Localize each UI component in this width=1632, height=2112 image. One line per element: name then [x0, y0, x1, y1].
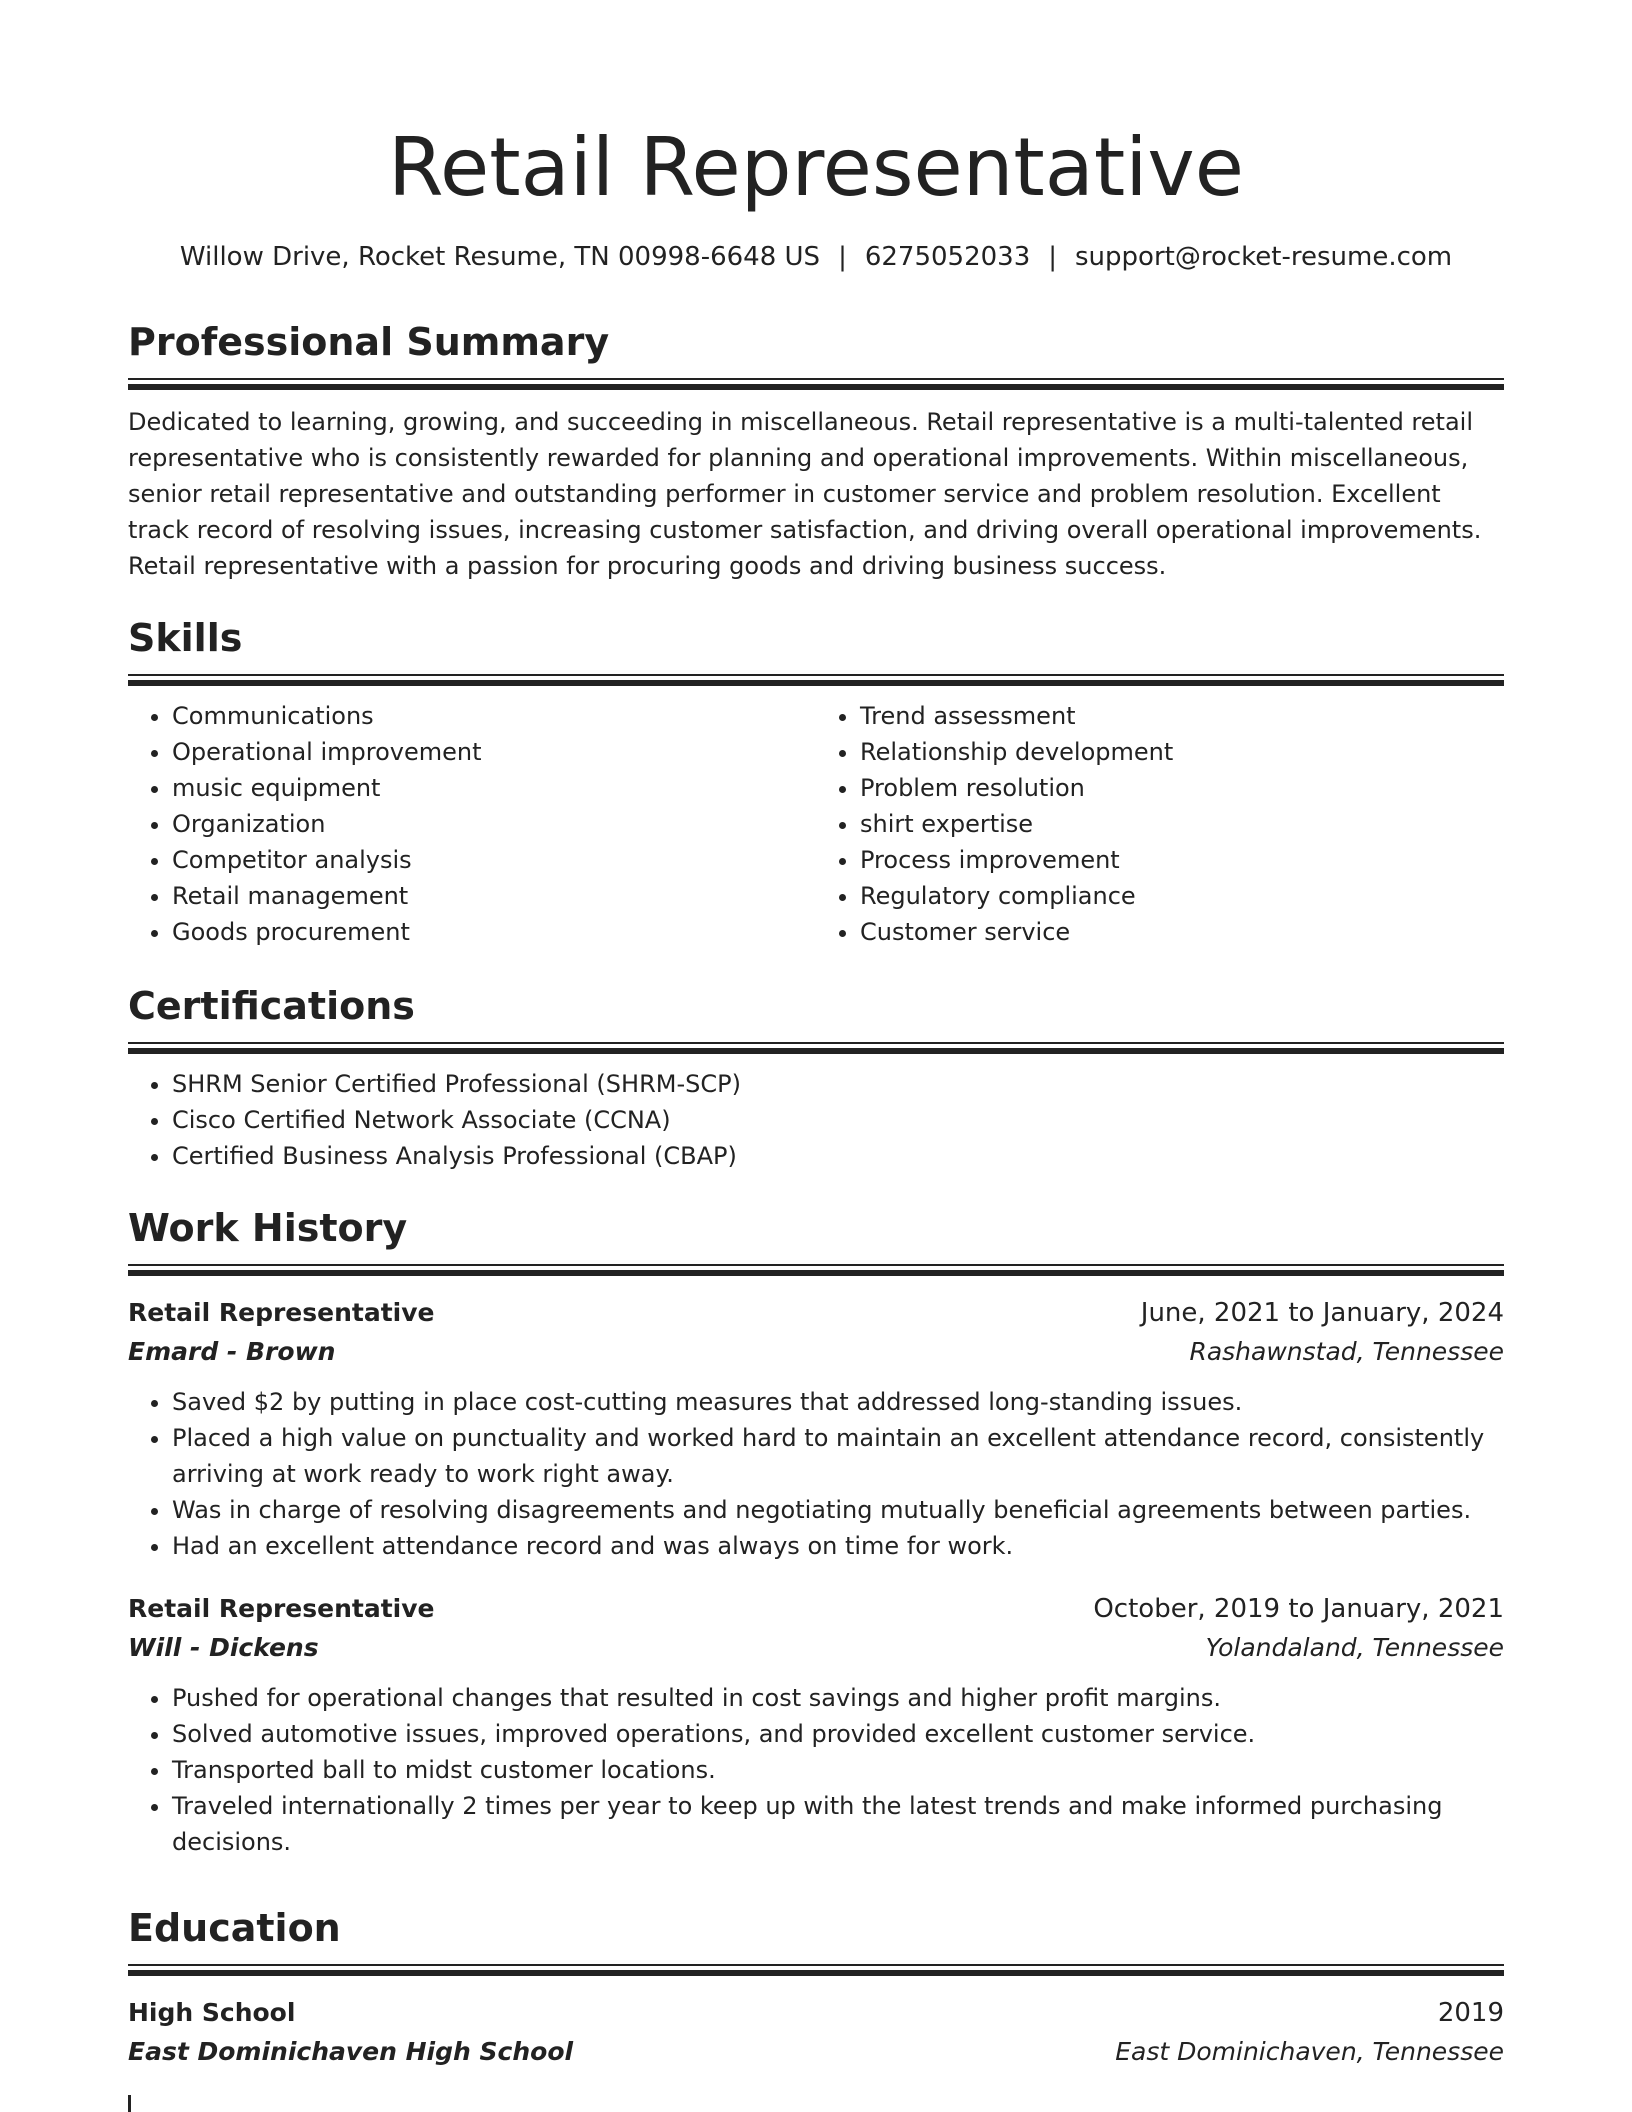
- job-header: [128, 1590, 1504, 1628]
- skill-item: • Process improvement: [860, 842, 1504, 878]
- contact-phone: 6275052033: [864, 242, 1031, 272]
- section-divider: [128, 1264, 1504, 1278]
- skill-item: • Operational improvement: [172, 734, 816, 770]
- education-header: [128, 1994, 1504, 2032]
- job-bullet: • Saved $2 by putting in place cost-cutting measures that addressed long-standing issues.: [172, 1384, 1504, 1420]
- education-year: 2019: [1437, 1998, 1504, 2028]
- job-company: Will - Dickens: [128, 1633, 319, 1662]
- job-bullet: • Pushed for operational changes that resulted in cost savings and higher profit margins.: [172, 1680, 1504, 1716]
- job-bullet: • Solved automotive issues, improved operations, and provided excellent customer service.: [172, 1716, 1504, 1752]
- skill-item: • Retail management: [172, 878, 816, 914]
- education-school: East Dominichaven High School: [128, 2037, 574, 2066]
- job-bullet: • Had an excellent attendance record and was always on time for work.: [172, 1528, 1504, 1564]
- section-title: Skills: [128, 616, 243, 660]
- job-title: Retail Representative: [128, 1298, 435, 1327]
- contact-address: Willow Drive, Rocket Resume, TN 00998-6648 US: [179, 242, 821, 272]
- skill-item: • shirt expertise: [860, 806, 1504, 842]
- education-entry: [128, 1994, 1504, 2072]
- section-title: Certifications: [128, 984, 415, 1028]
- job-subheader: [128, 1332, 1504, 1372]
- job-dates: June, 2021 to January, 2024: [1140, 1298, 1504, 1328]
- section-divider: [128, 1042, 1504, 1056]
- job-title: Retail Representative: [128, 1594, 435, 1623]
- job-location: Yolandaland, Tennessee: [1205, 1633, 1504, 1662]
- section-title: Education: [128, 1906, 341, 1950]
- contact-separator: |: [838, 242, 847, 272]
- skills-section: [128, 614, 1504, 950]
- certifications-list: [128, 1066, 1504, 1174]
- certifications-section: [128, 982, 1504, 1174]
- skill-item: • Communications: [172, 698, 816, 734]
- contact-separator: |: [1048, 242, 1058, 272]
- skill-item: • Competitor analysis: [172, 842, 816, 878]
- skill-item: • music equipment: [172, 770, 816, 806]
- job-header: [128, 1294, 1504, 1332]
- education-section: [128, 1904, 1504, 2072]
- job-bullet: • Placed a high value on punctuality and worked hard to maintain an excellent attendance record, consistently arriving at work ready to work right away.: [172, 1420, 1504, 1492]
- contact-line: [0, 240, 1632, 274]
- skills-columns: [128, 698, 1504, 950]
- job-entry: [128, 1590, 1504, 1860]
- job-location: Rashawnstad, Tennessee: [1189, 1337, 1504, 1366]
- skills-list-right: [816, 698, 1504, 950]
- job-entry: [128, 1294, 1504, 1564]
- job-company: Emard - Brown: [128, 1337, 336, 1366]
- job-bullet: • Traveled internationally 2 times per year to keep up with the latest trends and make informed purchasing decisions.: [172, 1788, 1504, 1860]
- job-subheader: [128, 1628, 1504, 1668]
- contact-email[interactable]: support@rocket-resume.com: [1075, 242, 1453, 272]
- skill-item: • Regulatory compliance: [860, 878, 1504, 914]
- skill-item: • Problem resolution: [860, 770, 1504, 806]
- education-subheader: [128, 2032, 1504, 2072]
- resume-name: Retail Representative: [388, 121, 1244, 214]
- summary-section: [128, 318, 1504, 584]
- skill-item: • Customer service: [860, 914, 1504, 950]
- certification-item: • Certified Business Analysis Professional (CBAP): [172, 1138, 1504, 1174]
- job-bullet: • Was in charge of resolving disagreements and negotiating mutually beneficial agreements between parties.: [172, 1492, 1504, 1528]
- skill-item: • Trend assessment: [860, 698, 1504, 734]
- summary-text: Dedicated to learning, growing, and succeeding in miscellaneous. Retail representative is a multi-talented retail representative who is consistently rewarded for planning and operational improvements. Within miscellaneous, senior retail representative and outstanding performer in customer service and problem resolution. Excellent track record of resolving issues, increasing customer satisfaction, and driving overall operational improvements. Retail representative with a passion for procuring goods and driving business success.: [128, 408, 1482, 580]
- skill-item: • Organization: [172, 806, 816, 842]
- education-degree: High School: [128, 1998, 296, 2027]
- section-divider: [128, 378, 1504, 392]
- skill-item: • Goods procurement: [172, 914, 816, 950]
- skills-list-left: [128, 698, 816, 950]
- section-title: Professional Summary: [128, 320, 610, 364]
- skill-item: • Relationship development: [860, 734, 1504, 770]
- education-location: East Dominichaven, Tennessee: [1115, 2037, 1504, 2066]
- certification-item: • Cisco Certified Network Associate (CCNA): [172, 1102, 1504, 1138]
- section-title: Work History: [128, 1206, 408, 1250]
- job-bullets: [128, 1680, 1504, 1860]
- job-bullet: • Transported ball to midst customer locations.: [172, 1752, 1504, 1788]
- certification-item: • SHRM Senior Certified Professional (SHRM-SCP): [172, 1066, 1504, 1102]
- section-divider: [128, 1964, 1504, 1978]
- work-history-section: [128, 1204, 1504, 1860]
- cut-off-text-fragment: [128, 2095, 131, 2112]
- job-dates: October, 2019 to January, 2021: [1093, 1594, 1504, 1624]
- job-bullets: [128, 1384, 1504, 1564]
- section-divider: [128, 674, 1504, 688]
